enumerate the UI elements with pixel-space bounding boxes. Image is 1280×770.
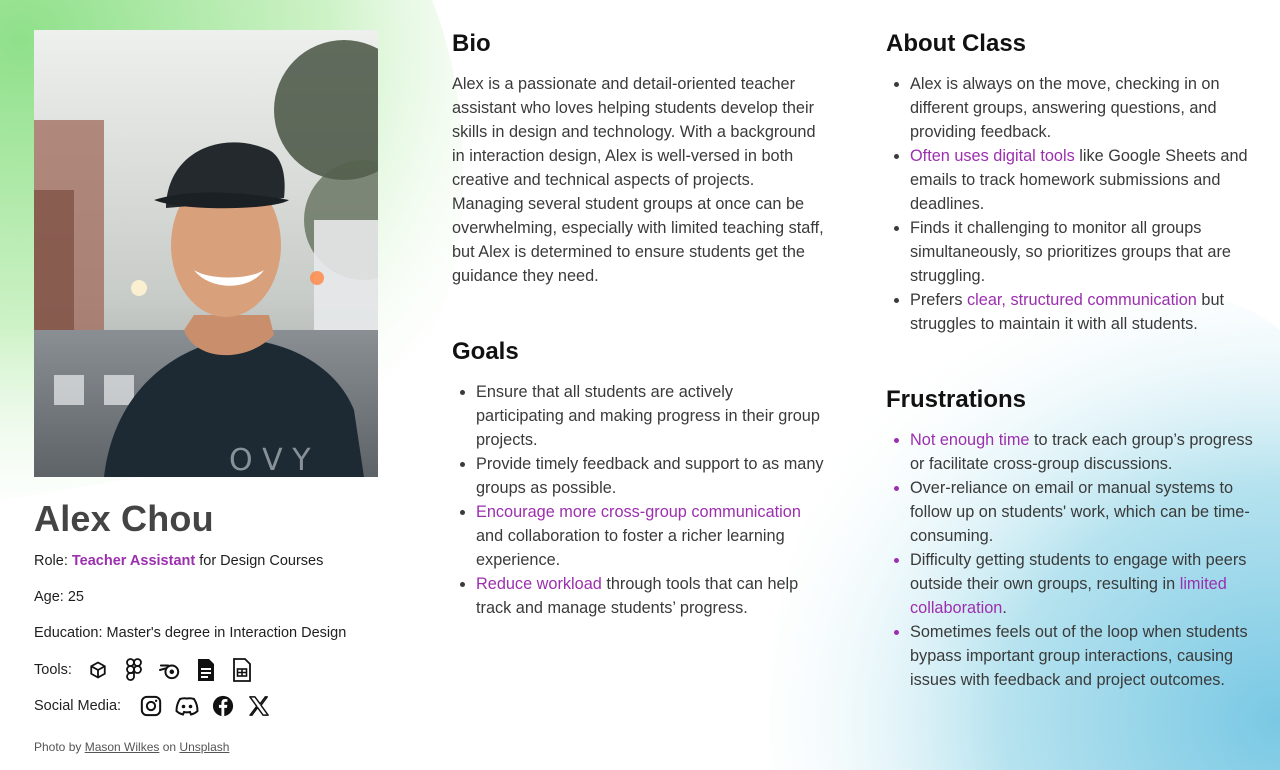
about-list (886, 72, 1254, 336)
profile-photo (34, 30, 378, 477)
item-text-after: to track each group’s progress or facilitate cross-group discussions. (910, 431, 1253, 473)
goals-heading: Goals (452, 338, 519, 365)
persona-name: Alex Chou (34, 498, 214, 539)
list-item (886, 216, 1254, 288)
credit-middle: on (159, 740, 180, 754)
x-icon[interactable] (247, 694, 271, 718)
list-item (452, 500, 824, 572)
education-line: Education: Master's degree in Interaction Design (34, 625, 347, 641)
item-text-after: through tools that can help track and manage students’ progress. (476, 575, 799, 617)
social-icon-list (139, 694, 271, 718)
item-highlight: clear, structured communication (967, 291, 1197, 309)
item-text: Finds it challenging to monitor all groups simultaneously, so prioritizes groups that are struggling. (910, 219, 1231, 285)
role-highlight: Teacher Assistant (71, 553, 196, 569)
credit-author-link[interactable]: Mason Wilkes (84, 740, 160, 754)
item-text-after: but struggles to maintain it with all students. (910, 291, 1225, 333)
item-highlight: Reduce workload (476, 575, 602, 593)
social-label: Social Media: (34, 698, 122, 714)
list-item (886, 476, 1254, 548)
google-docs-icon (194, 658, 218, 682)
list-item (886, 620, 1254, 692)
item-text: Prefers (910, 291, 968, 309)
frustrations-section (886, 386, 1254, 692)
age-line: Age: 25 (34, 589, 84, 605)
about-heading: About Class (886, 30, 1027, 57)
item-highlight: Encourage more cross-group communication (476, 503, 801, 521)
credit-prefix: Photo by (34, 740, 85, 754)
frustrations-list (886, 428, 1254, 692)
item-text: Over-reliance on email or manual systems to follow up on students' work, which can be time-consuming. (910, 479, 1250, 545)
list-item (452, 380, 824, 452)
list-item (886, 144, 1254, 216)
bio-text: Alex is a passionate and detail-oriented teacher assistant who loves helping students develop their skills in design and technology. With a background in interaction design, Alex is well-versed in both creative and technical aspects of projects. Managing several student groups at once can be overwhelming, especially with limited teaching staff, but Alex is determined to ensure students get the guidance they need. (452, 75, 824, 285)
item-highlight: Often uses digital tools (910, 147, 1075, 165)
list-item (886, 72, 1254, 144)
frustrations-heading: Frustrations (886, 386, 1027, 413)
list-item (452, 572, 824, 620)
role-prefix: Role: (34, 553, 72, 569)
item-highlight: Not enough time (910, 431, 1030, 449)
unity-icon (86, 658, 110, 682)
credit-source-link[interactable]: Unsplash (179, 740, 230, 754)
tools-label: Tools: (34, 662, 72, 678)
list-item (886, 288, 1254, 336)
item-text-after: and collaboration to foster a richer learning experience. (476, 527, 785, 569)
item-text: Alex is always on the move, checking in on different groups, answering questions, and providing feedback. (910, 75, 1220, 141)
list-item (886, 548, 1254, 620)
google-sheets-icon (230, 658, 254, 682)
tools-row (34, 658, 254, 682)
about-class-section (886, 30, 1254, 336)
item-highlight: limited collaboration (910, 575, 1227, 617)
bio-heading: Bio (452, 30, 491, 57)
goals-list (452, 380, 824, 620)
tools-icon-list (86, 658, 254, 682)
list-item (452, 452, 824, 500)
figma-icon (122, 658, 146, 682)
photo-credit (34, 740, 229, 754)
goals-section (452, 338, 824, 620)
discord-icon[interactable] (175, 694, 199, 718)
social-media-row (34, 694, 271, 718)
item-text-after: like Google Sheets and emails to track homework submissions and deadlines. (910, 147, 1248, 213)
facebook-icon[interactable] (211, 694, 235, 718)
instagram-icon[interactable] (139, 694, 163, 718)
item-text: Difficulty getting students to engage with peers outside their own groups, resulting in (910, 551, 1247, 593)
role-suffix: for Design Courses (195, 553, 324, 569)
item-text: Sometimes feels out of the loop when students bypass important group interactions, causing issues with feedback and project outcomes. (910, 623, 1248, 689)
bio-section (452, 30, 824, 288)
list-item (886, 428, 1254, 476)
item-text-after: . (1002, 599, 1007, 617)
blender-icon (158, 658, 182, 682)
svg-text:O V Y: O V Y (229, 443, 311, 477)
item-text: Ensure that all students are actively participating and making progress in their group projects. (476, 383, 820, 449)
role-line (34, 553, 323, 569)
item-text: Provide timely feedback and support to as many groups as possible. (476, 455, 824, 497)
